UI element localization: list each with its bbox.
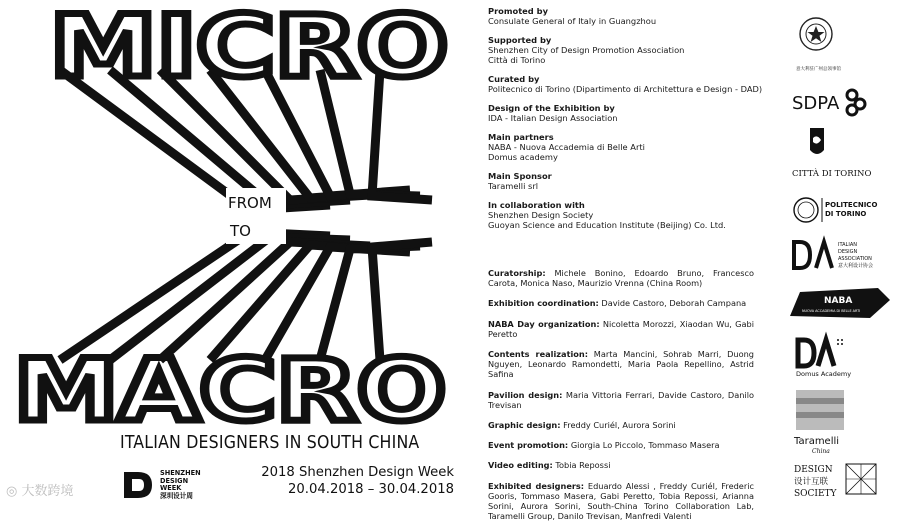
szdw-line: SHENZHEN [160, 469, 201, 477]
ida-line: ASSOCIATION [838, 256, 872, 262]
sdpa-logo [792, 90, 865, 115]
title-micro: MICRO [50, 0, 448, 97]
staff-label: Exhibited designers: [488, 480, 585, 491]
credit-block [488, 200, 786, 230]
staff-item [488, 268, 754, 288]
watermark-text: 大数跨境 [21, 484, 74, 499]
szdw-logo-icon [122, 470, 154, 500]
staff-text: Nicoletta Morozzi, Xiaodan Wu, Gabi Peretto [488, 318, 754, 339]
credit-block [488, 6, 786, 26]
staff-item [488, 481, 754, 522]
credit-block [488, 74, 786, 94]
staff-label: Event promotion: [488, 440, 569, 451]
staff-label: Contents realization: [488, 349, 589, 360]
taramelli-text: Taramelli [794, 436, 840, 447]
credit-line: Domus academy [488, 152, 558, 162]
staff-label: Graphic design: [488, 420, 561, 431]
credit-line: Taramelli srl [488, 181, 539, 191]
design-society-line: SOCIETY [794, 489, 837, 499]
taramelli-logo [793, 390, 844, 455]
staff-item [488, 390, 754, 410]
staff-label: Exhibition coordination: [488, 298, 599, 309]
consulate-emblem-logo [796, 18, 841, 72]
credit-label: Promoted by [488, 6, 548, 16]
credit-block [488, 171, 786, 191]
staff-label: NABA Day organization: [488, 318, 600, 329]
credit-block [488, 103, 786, 123]
naba-logo [790, 288, 890, 318]
szdw-line: WEEK [160, 484, 182, 493]
staff-text: Davide Castoro, Deborah Campana [601, 298, 747, 309]
watermark-icon: ◎ [6, 484, 18, 499]
domus-academy-logo [796, 339, 851, 378]
taramelli-caption: China [812, 448, 830, 455]
citta-text: CITTÀ DI TORINO [792, 169, 872, 179]
domus-text: Domus Academy [796, 370, 852, 378]
ida-line: ITALIAN [838, 242, 857, 248]
micro-macro-artwork [0, 0, 470, 506]
consulate-caption: 意大利驻广州总领事馆 [796, 67, 841, 72]
citta-di-torino-logo [792, 128, 871, 179]
event-dates: 20.04.2018 – 30.04.2018 [288, 482, 454, 497]
staff-item [488, 420, 754, 430]
sdpa-text: SDPA [792, 93, 840, 114]
staff-item [488, 319, 754, 339]
szdw-line: 深圳设计周 [160, 491, 193, 500]
naba-caption: NUOVA ACCADEMIA DI BELLE ARTI [802, 309, 861, 313]
staff-label: Pavilion design: [488, 389, 563, 400]
credits [488, 6, 786, 239]
polito-line: DI TORINO [825, 210, 867, 218]
sponsor-logos [786, 0, 896, 506]
event-info [261, 464, 454, 498]
polito-logo [794, 198, 877, 222]
credit-label: Design of the Exhibition by [488, 103, 615, 113]
staff-text: Giorgia Lo Piccolo, Tommaso Masera [570, 440, 720, 451]
subtitle: ITALIAN DESIGNERS IN SOUTH CHINA [120, 433, 420, 453]
ida-line: 意大利设计协会 [838, 263, 874, 269]
szdw-logo-text [160, 470, 201, 500]
credit-line: Città di Torino [488, 55, 546, 65]
credit-line: Consulate General of Italy in Guangzhou [488, 16, 657, 26]
staff-label: Curatorship: [488, 268, 546, 278]
credit-line: Shenzhen City of Design Promotion Association [488, 45, 685, 55]
design-society-logo [794, 464, 876, 499]
watermark [6, 480, 74, 499]
title-macro: MACRO [14, 341, 446, 441]
credit-line: Guoyan Science and Education Institute (Beijing) Co. Ltd. [488, 220, 726, 230]
polito-line: POLITECNICO [825, 201, 878, 209]
staff-text: Tobia Repossi [555, 460, 611, 471]
naba-text: NABA [824, 296, 853, 306]
event-name: 2018 Shenzhen Design Week [261, 465, 454, 480]
szdw-line: DESIGN [160, 476, 189, 485]
credit-line: NABA - Nuova Accademia di Belle Arti [488, 142, 645, 152]
staff-text: Maria Vittoria Ferrari, Davide Castoro, Danilo Trevisan [488, 389, 754, 410]
credit-label: In collaboration with [488, 200, 585, 210]
ida-logo [794, 242, 873, 269]
staff-text: Michele Bonino, Edoardo Bruno, Francesco Carota, Monica Naso, Maurizio Vrenna (China Room) [488, 268, 754, 289]
staff-label: Video editing: [488, 460, 553, 471]
from-label: FROM [228, 194, 272, 212]
to-label: TO [230, 222, 251, 240]
credit-block [488, 132, 786, 162]
design-society-line: 设计互联 [794, 477, 829, 487]
credit-label: Supported by [488, 35, 552, 45]
credit-label: Main partners [488, 132, 554, 142]
staff-text: Eduardo Alessi , Freddy Curiél, Frederic Gooris, Tommaso Masera, Gabi Peretto, Tobia Repossi, Arianna Sorini, Aurora Sorini, South-China Torino Collaboration Lab, Taramelli Group, Danilo Trevisan, Manfredi Valenti [488, 480, 754, 522]
staff-item [488, 298, 754, 308]
credit-line: IDA - Italian Design Association [488, 113, 618, 123]
credit-label: Curated by [488, 74, 540, 84]
staff-item [488, 440, 754, 450]
staff-item [488, 460, 754, 470]
staff-list [488, 268, 754, 531]
credit-block [488, 35, 786, 65]
ida-line: DESIGN [838, 249, 858, 255]
design-society-line: DESIGN [794, 465, 833, 475]
credit-line: Shenzhen Design Society [488, 210, 594, 220]
staff-item [488, 349, 754, 380]
staff-text: Marta Mancini, Sohrab Marri, Duong Nguyen, Leonardo Ramondetti, Maria Paola Repellino, Astrid Safina [488, 349, 754, 380]
staff-text: Freddy Curiél, Aurora Sorini [563, 420, 676, 431]
credit-label: Main Sponsor [488, 171, 552, 181]
credit-line: Politecnico di Torino (Dipartimento di Architettura e Design - DAD) [488, 84, 763, 94]
